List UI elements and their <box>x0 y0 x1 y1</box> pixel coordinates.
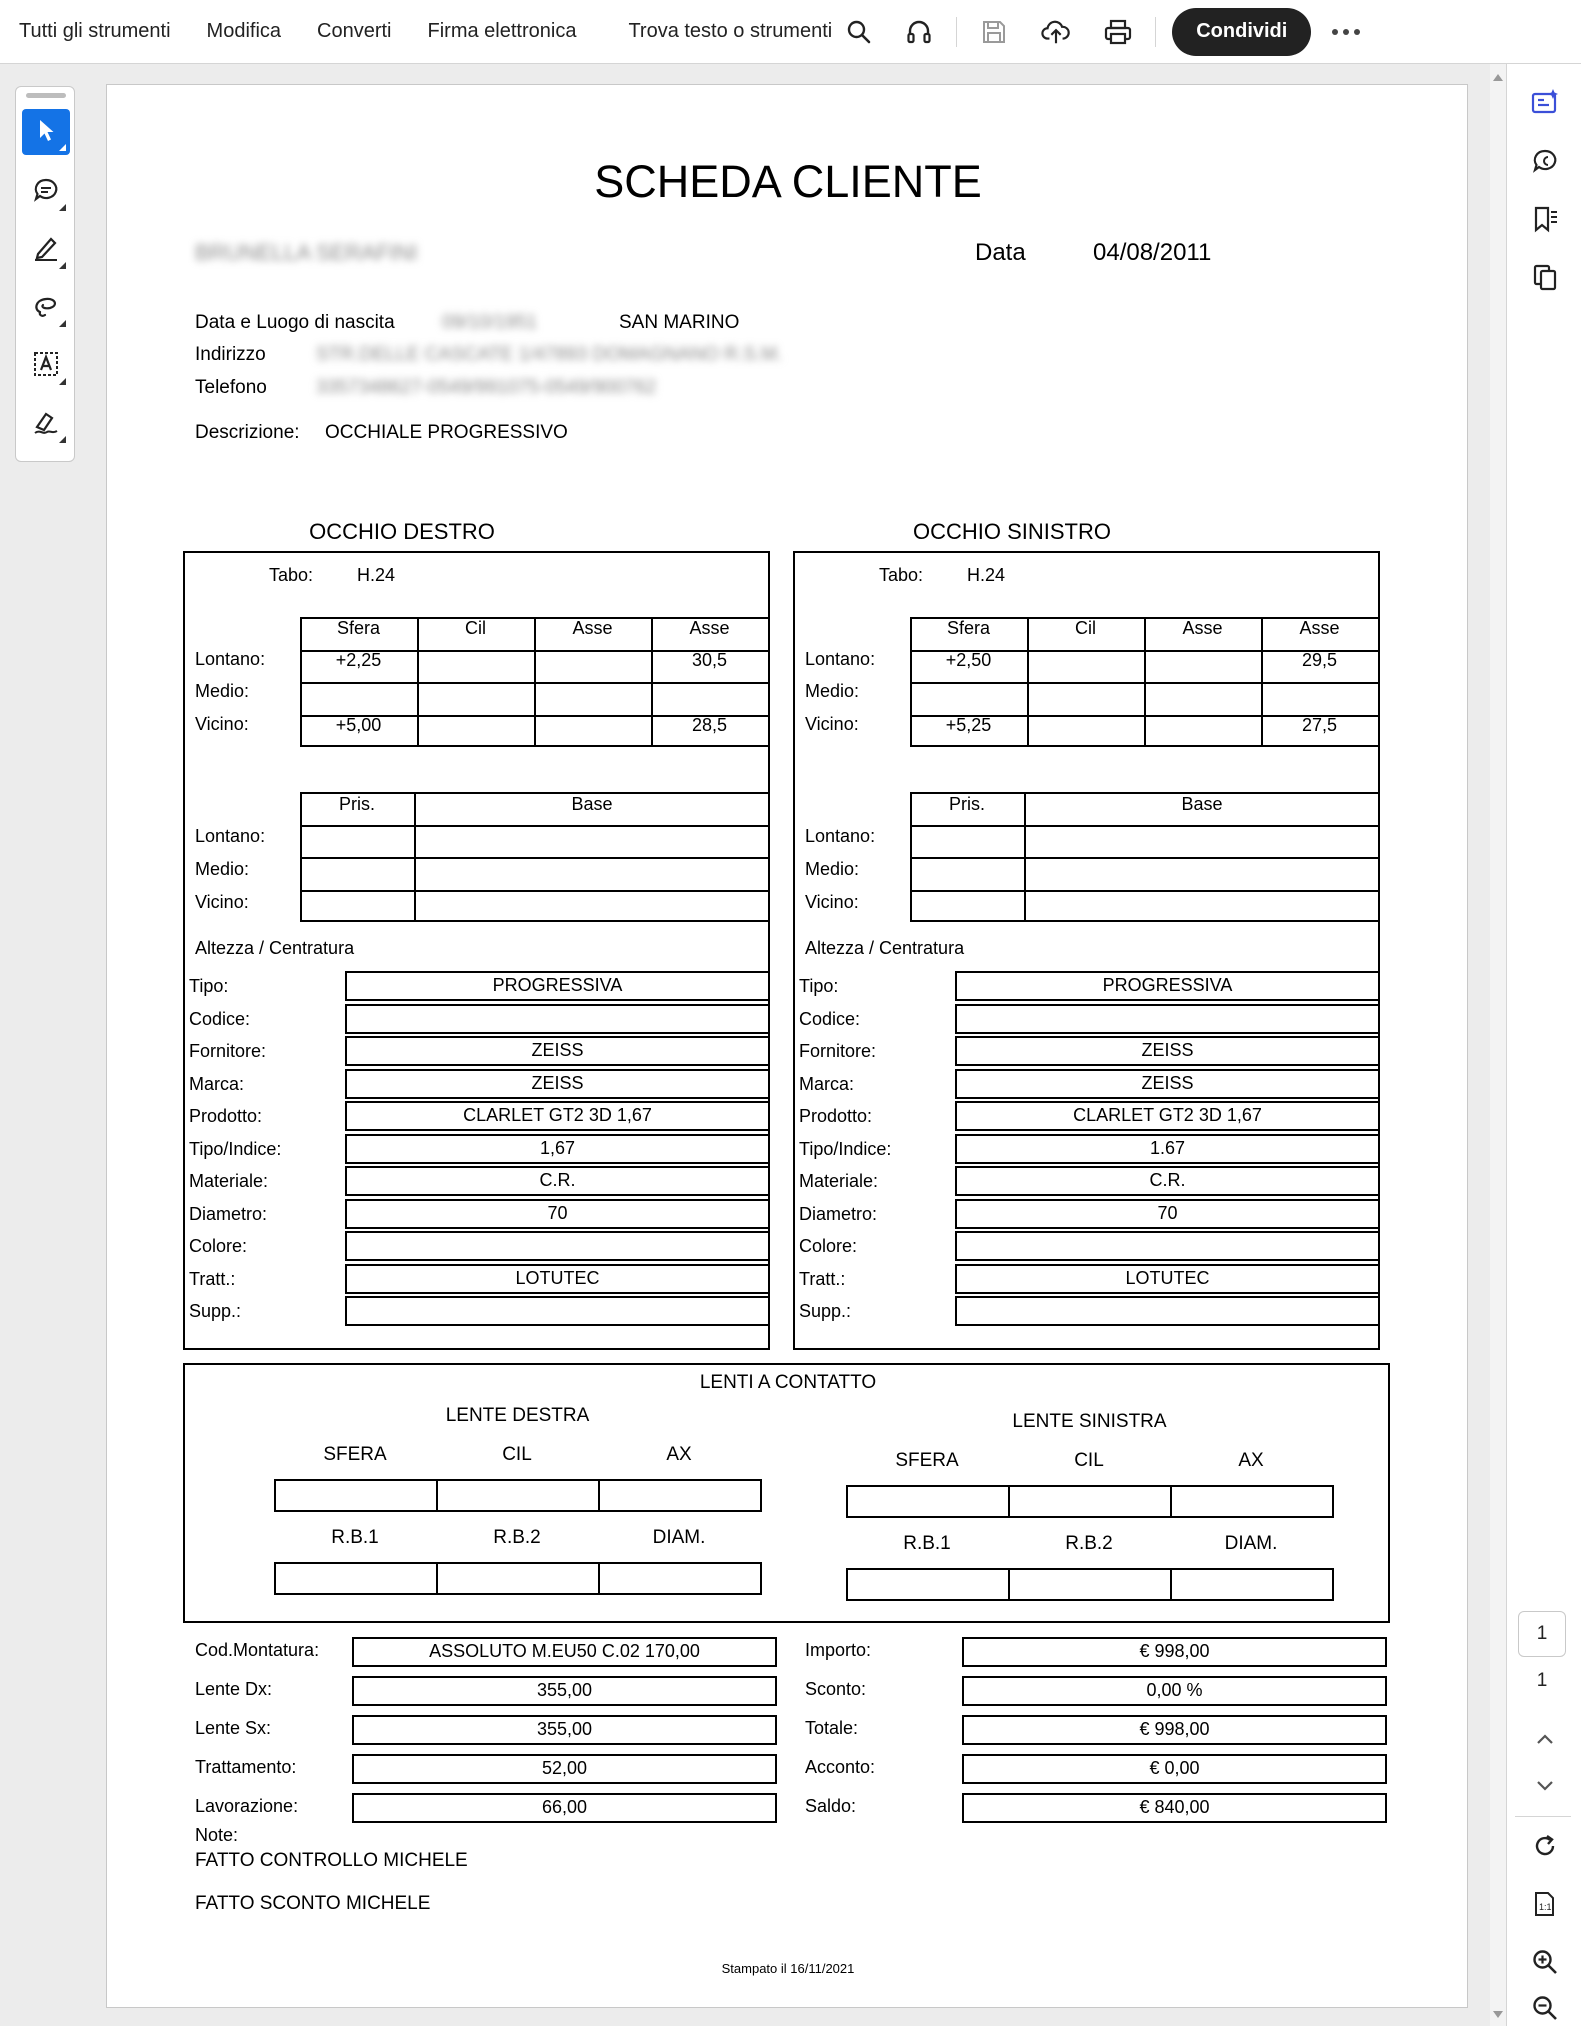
contact-header: DIAM. <box>652 1527 706 1548</box>
rx-row-label: Medio: <box>195 681 250 701</box>
spec-label: Materiale: <box>189 1171 269 1191</box>
more-options-icon[interactable] <box>1331 17 1361 47</box>
rx-header: Cil <box>465 618 486 638</box>
note-line: FATTO CONTROLLO MICHELE <box>195 1850 468 1871</box>
prism-row-label: Medio: <box>195 859 250 879</box>
contact-header: R.B.1 <box>331 1527 379 1548</box>
rx-row-label: Medio: <box>805 681 860 701</box>
document-title: SCHEDA CLIENTE <box>594 156 982 207</box>
spec-field: LOTUTEC <box>955 1264 1380 1294</box>
total-right-field: 0,00 % <box>962 1676 1387 1706</box>
chevron-up-icon[interactable] <box>1529 1723 1561 1755</box>
spec-label: Fornitore: <box>189 1041 267 1061</box>
address-value: STR.DELLE CASCATE 1/47893 DOMAGNANO R.S.M. <box>316 344 783 365</box>
spec-label: Tipo/Indice: <box>799 1138 892 1159</box>
rx-header: Cil <box>1075 618 1096 638</box>
spec-field: 1.67 <box>955 1134 1380 1164</box>
scroll-down-arrow-icon[interactable] <box>1493 2011 1503 2018</box>
date-value: 04/08/2011 <box>1093 239 1212 266</box>
total-left-field: 52,00 <box>352 1754 777 1784</box>
rx-cell: +5,25 <box>945 715 992 735</box>
spec-field: CLARLET GT2 3D 1,67 <box>345 1101 770 1131</box>
contact-header: AX <box>1238 1450 1264 1471</box>
spec-label: Colore: <box>189 1236 248 1256</box>
prism-header: Pris. <box>949 794 985 814</box>
zoom-out-icon[interactable] <box>1529 1992 1561 2024</box>
freehand-lasso-icon <box>32 292 60 325</box>
zoom-in-icon[interactable] <box>1529 1946 1561 1978</box>
total-right-label: Acconto: <box>805 1757 876 1777</box>
pdf-page[interactable] <box>106 84 1468 2008</box>
birth-date: 09/10/1951 <box>442 312 538 333</box>
contact-field[interactable] <box>1008 1485 1172 1518</box>
menu-e-sign[interactable]: Firma elettronica <box>427 20 577 42</box>
spec-field: 70 <box>955 1199 1380 1229</box>
scroll-up-arrow-icon[interactable] <box>1493 74 1503 81</box>
contact-header: R.B.1 <box>903 1533 951 1554</box>
total-right-label: Sconto: <box>805 1679 867 1699</box>
cloud-upload-icon[interactable] <box>1041 17 1071 47</box>
rx-header: Sfera <box>336 618 381 638</box>
contact-field[interactable] <box>846 1568 1010 1601</box>
spec-label: Marca: <box>189 1073 245 1094</box>
spec-field: ZEISS <box>955 1069 1380 1099</box>
prism-row-label: Lontano: <box>195 826 266 846</box>
total-right-label: Importo: <box>805 1640 872 1660</box>
spec-label: Materiale: <box>799 1171 879 1191</box>
contact-side-title: LENTE DESTRA <box>445 1405 590 1426</box>
spec-label: Codice: <box>799 1008 861 1029</box>
contact-field[interactable] <box>436 1562 600 1595</box>
drag-handle[interactable] <box>26 93 66 98</box>
contact-lenses-title: LENTI A CONTATTO <box>699 1372 877 1393</box>
prism-header: Base <box>571 794 613 814</box>
spec-label: Colore: <box>799 1236 858 1256</box>
total-left-field: 355,00 <box>352 1715 777 1745</box>
contact-header: CIL <box>502 1444 532 1465</box>
menu-convert[interactable]: Converti <box>317 20 392 42</box>
text-box-icon <box>32 350 60 383</box>
prism-row-label: Lontano: <box>805 826 876 846</box>
tabo-label: Tabo: <box>269 565 314 585</box>
contact-header: SFERA <box>323 1444 387 1465</box>
rx-cell: 30,5 <box>691 650 728 670</box>
rx-header: Sfera <box>946 618 991 638</box>
rx-header: Asse <box>689 618 730 638</box>
svg-text:1:1: 1:1 <box>1539 1902 1552 1912</box>
contact-field[interactable] <box>274 1562 438 1595</box>
spec-label: Tipo: <box>799 976 839 996</box>
prism-row-label: Vicino: <box>195 892 249 912</box>
prism-header: Pris. <box>339 794 375 814</box>
tabo-label: Tabo: <box>879 565 924 585</box>
contact-field[interactable] <box>1170 1485 1334 1518</box>
panel-separator <box>1515 1816 1571 1817</box>
total-right-field: € 998,00 <box>962 1715 1387 1745</box>
height-centering-label: Altezza / Centratura <box>195 938 355 958</box>
contact-field[interactable] <box>1008 1568 1172 1601</box>
spec-field: PROGRESSIVA <box>955 971 1380 1001</box>
spec-label: Fornitore: <box>799 1041 877 1061</box>
text-recognition-tool[interactable] <box>22 343 70 389</box>
spec-label: Prodotto: <box>799 1106 873 1126</box>
spec-label: Diametro: <box>799 1203 878 1224</box>
total-left-label: Lente Sx: <box>195 1718 272 1738</box>
spec-field <box>345 1004 770 1034</box>
contact-header: DIAM. <box>1224 1533 1278 1554</box>
cursor-arrow-icon <box>35 117 57 148</box>
rx-row-label: Lontano: <box>195 649 266 669</box>
total-left-label: Cod.Montatura: <box>195 1640 320 1660</box>
spec-field: 1,67 <box>345 1134 770 1164</box>
chevron-down-icon[interactable] <box>1529 1770 1561 1802</box>
spec-field <box>345 1231 770 1261</box>
contact-header: R.B.2 <box>493 1527 541 1548</box>
contact-header: AX <box>666 1444 692 1465</box>
spec-label: Tipo: <box>189 976 229 996</box>
headphones-icon[interactable] <box>904 17 934 47</box>
rx-row-label: Vicino: <box>195 714 249 734</box>
contact-field[interactable] <box>846 1485 1010 1518</box>
right-panel <box>1506 64 1581 2026</box>
save-icon[interactable] <box>979 17 1009 47</box>
spec-field: C.R. <box>955 1166 1380 1196</box>
ai-assistant-icon[interactable] <box>1529 86 1561 118</box>
spec-field: ZEISS <box>955 1036 1380 1066</box>
total-left-label: Lavorazione: <box>195 1796 299 1816</box>
rx-cell: 27,5 <box>1301 715 1338 735</box>
menu-all-tools[interactable]: Tutti gli strumenti <box>19 20 171 42</box>
contact-header: R.B.2 <box>1065 1533 1113 1554</box>
rx-cell: +5,00 <box>335 715 382 735</box>
printed-date: Stampato il 16/11/2021 <box>721 1961 855 1976</box>
select-tool[interactable] <box>22 109 70 155</box>
total-left-field: ASSOLUTO M.EU50 C.02 170,00 <box>352 1637 777 1667</box>
rx-cell: +2,25 <box>335 650 382 670</box>
pen-signature-icon <box>32 408 60 441</box>
rotate-icon[interactable] <box>1529 1830 1561 1862</box>
draw-tool[interactable] <box>22 285 70 331</box>
page-thumbnails-icon[interactable] <box>1529 261 1561 293</box>
total-right-field: € 998,00 <box>962 1637 1387 1667</box>
spec-field: ZEISS <box>345 1036 770 1066</box>
spec-field: PROGRESSIVA <box>345 971 770 1001</box>
toolbar-separator <box>1155 17 1156 47</box>
comment-tool[interactable] <box>22 169 70 215</box>
total-pages: 1 <box>1536 1670 1548 1691</box>
total-right-label: Saldo: <box>805 1796 857 1816</box>
contact-field[interactable] <box>436 1479 600 1512</box>
birth-label: Data e Luogo di nascita <box>195 312 395 333</box>
prism-row-label: Vicino: <box>805 892 859 912</box>
comment-icon <box>32 176 60 209</box>
top-toolbar <box>0 0 1581 64</box>
total-left-label: Lente Dx: <box>195 1679 273 1699</box>
spec-label: Prodotto: <box>189 1106 263 1126</box>
spec-field: ZEISS <box>345 1069 770 1099</box>
eye-title: OCCHIO DESTRO <box>309 519 495 544</box>
total-left-label: Trattamento: <box>195 1757 297 1777</box>
phone-value: 3357348627-0549/991075-0549/900762 <box>316 377 657 398</box>
tabo-value: H.24 <box>967 565 1006 585</box>
spec-field <box>955 1004 1380 1034</box>
contact-field[interactable] <box>598 1479 762 1512</box>
contact-field[interactable] <box>1170 1568 1334 1601</box>
spec-label: Codice: <box>189 1008 251 1029</box>
prism-header: Base <box>1181 794 1223 814</box>
rx-header: Asse <box>1182 618 1223 638</box>
contact-field[interactable] <box>274 1479 438 1512</box>
current-page-input[interactable]: 1 <box>1518 1611 1566 1657</box>
spec-field: 70 <box>345 1199 770 1229</box>
rx-cell: 28,5 <box>691 715 728 735</box>
spec-field <box>345 1296 770 1326</box>
comments-panel-icon[interactable] <box>1529 145 1561 177</box>
total-right-label: Totale: <box>805 1718 859 1738</box>
total-left-field: 66,00 <box>352 1793 777 1823</box>
actual-size-icon[interactable] <box>1529 1888 1561 1920</box>
highlighter-pen-icon <box>32 234 60 267</box>
spec-label: Supp.: <box>799 1301 852 1321</box>
rx-cell: 29,5 <box>1301 650 1338 670</box>
spec-label: Tratt.: <box>799 1268 846 1289</box>
rx-row-label: Vicino: <box>805 714 859 734</box>
spec-label: Diametro: <box>189 1203 268 1224</box>
phone-label: Telefono <box>195 377 267 398</box>
find-text-or-tools[interactable]: Trova testo o strumenti <box>628 20 833 42</box>
height-centering-label: Altezza / Centratura <box>805 938 965 958</box>
contact-field[interactable] <box>598 1562 762 1595</box>
toolbar-separator <box>956 17 957 47</box>
address-label: Indirizzo <box>195 344 266 365</box>
notes-label: Note: <box>195 1825 239 1845</box>
highlight-tool[interactable] <box>22 227 70 273</box>
vertical-scrollbar[interactable] <box>1490 64 1506 2026</box>
spec-field <box>955 1231 1380 1261</box>
birth-place: SAN MARINO <box>619 312 740 333</box>
customer-name: BRUNELLA SERAFINI <box>195 240 418 265</box>
rx-header: Asse <box>1299 618 1340 638</box>
note-line: FATTO SCONTO MICHELE <box>195 1893 431 1914</box>
contact-header: CIL <box>1074 1450 1104 1471</box>
spec-field: LOTUTEC <box>345 1264 770 1294</box>
share-button[interactable]: Condividi <box>1172 8 1311 56</box>
rx-row-label: Lontano: <box>805 649 876 669</box>
contact-side-title: LENTE SINISTRA <box>1012 1411 1167 1432</box>
rx-header: Asse <box>572 618 613 638</box>
description-label: Descrizione: <box>195 422 300 443</box>
contact-header: SFERA <box>895 1450 959 1471</box>
description-value: OCCHIALE PROGRESSIVO <box>325 422 568 443</box>
bookmarks-icon[interactable] <box>1529 203 1561 235</box>
spec-label: Tipo/Indice: <box>189 1138 282 1159</box>
sign-tool[interactable] <box>22 401 70 447</box>
spec-field: C.R. <box>345 1166 770 1196</box>
rx-cell: +2,50 <box>945 650 992 670</box>
search-icon[interactable] <box>844 17 874 47</box>
total-left-field: 355,00 <box>352 1676 777 1706</box>
spec-field <box>955 1296 1380 1326</box>
tabo-value: H.24 <box>357 565 396 585</box>
spec-label: Marca: <box>799 1073 855 1094</box>
spec-label: Supp.: <box>189 1301 242 1321</box>
eye-title: OCCHIO SINISTRO <box>912 519 1111 544</box>
date-label: Data <box>975 239 1026 266</box>
spec-label: Tratt.: <box>189 1268 236 1289</box>
print-icon[interactable] <box>1103 17 1133 47</box>
prism-row-label: Medio: <box>805 859 860 879</box>
total-right-field: € 0,00 <box>962 1754 1387 1784</box>
spec-field: CLARLET GT2 3D 1,67 <box>955 1101 1380 1131</box>
menu-edit[interactable]: Modifica <box>206 20 282 42</box>
left-tool-rail <box>15 86 75 462</box>
total-right-field: € 840,00 <box>962 1793 1387 1823</box>
